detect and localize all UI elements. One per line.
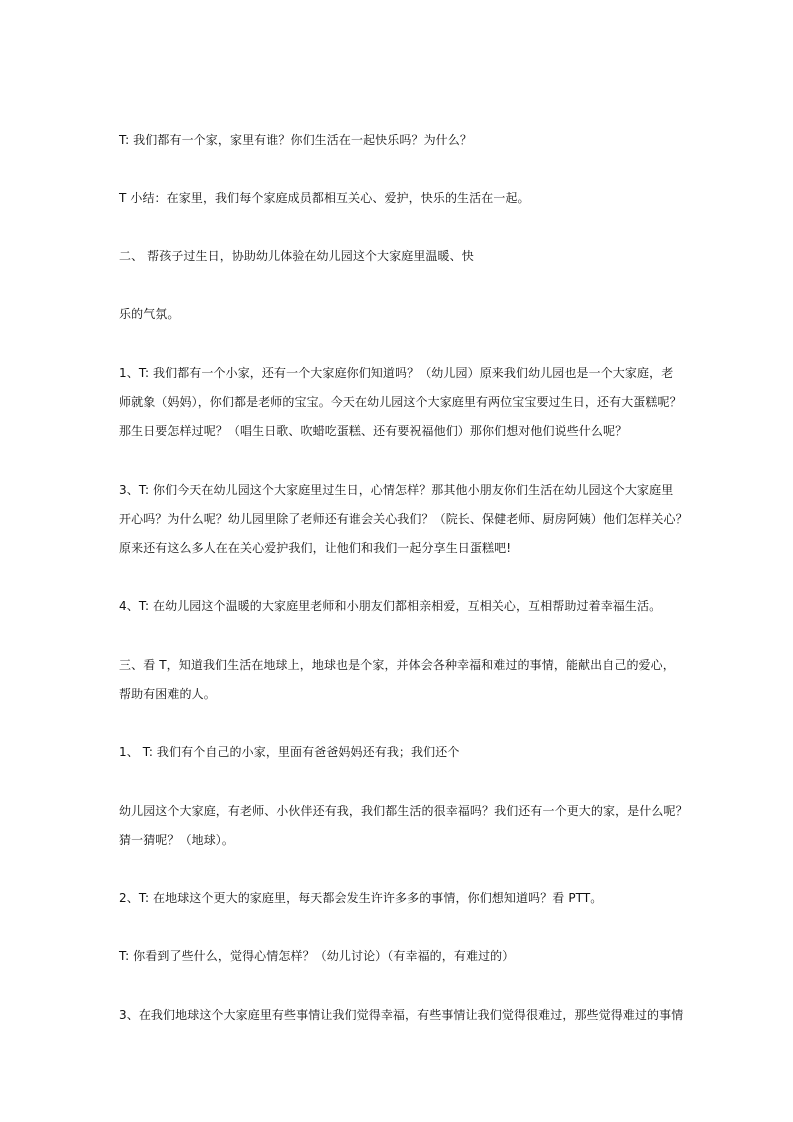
paragraph-line: 1、 T: 我们有个自己的小家，里面有爸爸妈妈还有我；我们还个	[119, 745, 460, 759]
paragraph-line: 4、T: 在幼儿园这个温暖的大家庭里老师和小朋友们都相亲相爱，互相关心，互相帮助过着幸福生活。	[119, 599, 662, 613]
section-heading: 二、 帮孩子过生日，协助幼儿体验在幼儿园这个大家庭里温暖、快	[119, 249, 474, 263]
paragraph-line: 2、T: 在地球这个更大的家庭里，每天都会发生许许多多的事情，你们想知道吗？看 PTT。	[119, 891, 603, 905]
paragraph-line: 3、T: 你们今天在幼儿园这个大家庭里过生日，心情怎样？那其他小朋友你们生活在幼儿园这个大家庭里	[119, 483, 674, 497]
paragraph-line: 原来还有这么多人在在关心爱护我们，让他们和我们一起分享生日蛋糕吧!	[119, 541, 512, 555]
paragraph-line: 开心吗？为什么呢？幼儿园里除了老师还有谁会关心我们？（院长、保健老师、厨房阿姨）他们怎样关心？	[119, 512, 688, 526]
paragraph-line: T 小结：在家里，我们每个家庭成员都相互关心、爱护，快乐的生活在一起。	[119, 191, 530, 205]
paragraph-line: T: 我们都有一个家，家里有谁？你们生活在一起快乐吗？为什么？	[119, 133, 472, 147]
paragraph-line: 猜一猜呢？（地球）。	[119, 833, 235, 847]
paragraph-line: 3、在我们地球这个大家庭里有些事情让我们觉得幸福，有些事情让我们觉得很难过，那些觉得难过的事情	[119, 1008, 684, 1022]
paragraph-line: 幼儿园这个大家庭，有老师、小伙伴还有我，我们都生活的很幸福吗？我们还有一个更大的家，是什么呢？	[119, 804, 688, 818]
paragraph-line: 那生日要怎样过呢？（唱生日歌、吹蜡吃蛋糕、还有要祝福他们）那你们想对他们说些什么呢？	[119, 424, 628, 438]
paragraph-line: 1、T: 我们都有一个小家，还有一个大家庭你们知道吗？（幼儿园）原来我们幼儿园也是一个大家庭，老	[119, 366, 674, 380]
paragraph-line: 帮助有困难的人。	[119, 687, 216, 701]
section-heading: 三、看 T，知道我们生活在地球上，地球也是个家，并体会各种幸福和难过的事情，能献出自己的爱心，	[119, 658, 675, 672]
paragraph-line: 师就象（妈妈），你们都是老师的宝宝。今天在幼儿园这个大家庭里有两位宝宝要过生日，还有大蛋糕呢？	[119, 395, 682, 409]
paragraph-line: T: 你看到了些什么，觉得心情怎样？（幼儿讨论）（有幸福的，有难过的）	[119, 949, 515, 963]
paragraph-line: 乐的气氛。	[119, 307, 180, 321]
